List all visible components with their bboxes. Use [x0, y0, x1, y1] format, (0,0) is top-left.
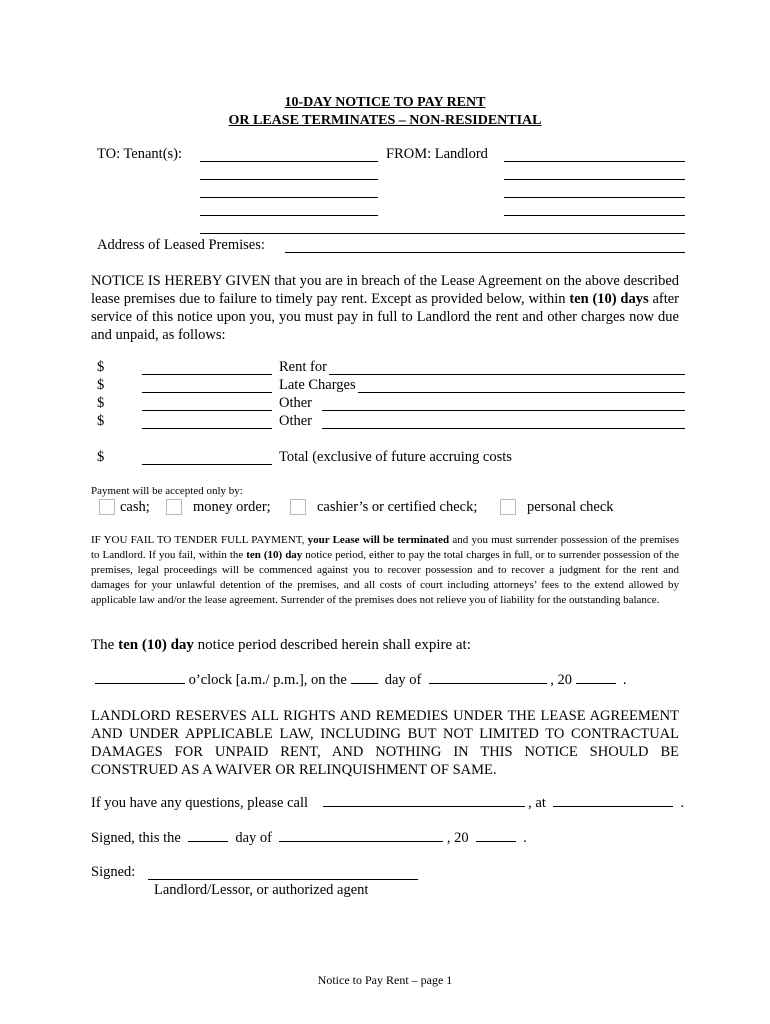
other1-field[interactable] [322, 410, 685, 411]
dollar-sign: $ [97, 413, 105, 429]
signature-field[interactable] [148, 879, 418, 880]
total-amount-field[interactable] [142, 464, 272, 465]
landlord-field-1[interactable] [504, 161, 685, 162]
tenant-field-2[interactable] [200, 179, 378, 180]
month-field[interactable] [429, 671, 547, 684]
landlord-field-2[interactable] [504, 179, 685, 180]
tenant-field-4[interactable] [200, 215, 378, 216]
rent-for-label: Rent for [279, 359, 327, 375]
questions-line: If you have any questions, please call , at . [91, 795, 684, 811]
cash-label: cash; [120, 499, 150, 515]
signed-day-field[interactable] [188, 829, 228, 842]
personal-check-checkbox[interactable] [500, 499, 516, 515]
other2-label: Other [279, 413, 313, 429]
total-label: Total (exclusive of future accruing costs [279, 449, 512, 465]
dollar-sign: $ [97, 377, 105, 393]
contact-phone-field[interactable] [553, 794, 673, 807]
tenant-field-3[interactable] [200, 197, 378, 198]
dollar-sign: $ [97, 359, 105, 375]
late-charges-label: Late Charges [279, 377, 356, 393]
contact-name-field[interactable] [323, 794, 525, 807]
signer-caption: Landlord/Lessor, or authorized agent [154, 882, 369, 898]
signed-date-line: Signed, this the day of , 20 . [91, 830, 527, 846]
reserves-paragraph: LANDLORD RESERVES ALL RIGHTS AND REMEDIES UNDER THE LEASE AGREEMENT AND UNDER APPLICABLE LAW, INCLUDING BUT NOT LIMITED TO CONTRACTUAL DAMAGES FOR UNPAID RENT, AND NOTHING IN THIS NOTICE SHOULD BE CONSTRUED AS A WAIVER OR RELINQUISHMENT OF SAME. [91, 708, 679, 778]
signed-label: Signed: [91, 864, 136, 880]
address-field[interactable] [285, 252, 685, 253]
money-order-checkbox[interactable] [166, 499, 182, 515]
from-landlord-label: FROM: Landlord [386, 146, 488, 162]
rent-for-field[interactable] [329, 374, 685, 375]
late-charges-field[interactable] [358, 392, 685, 393]
other2-field[interactable] [322, 428, 685, 429]
dollar-sign: $ [97, 395, 105, 411]
page-footer: Notice to Pay Rent – page 1 [317, 973, 453, 987]
late-charges-amount-field[interactable] [142, 392, 272, 393]
cash-checkbox[interactable] [99, 499, 115, 515]
landlord-field-4[interactable] [504, 215, 685, 216]
cashiers-check-label: cashier’s or certified check; [317, 499, 478, 515]
failure-paragraph: IF YOU FAIL TO TENDER FULL PAYMENT, your Lease will be terminated and you must surrender possession of the premises to Landlord. If you fail, within the ten (10) day notice period, either to pay the total charges in full, or to surrender possession of the premises, legal proceedings will be commenced against you to recover possession and to recover a judgment for the rent and damages for your unlawful detention of the premises, and all costs of court including attorneys’ fees to the extend allowed by applicable law and/or the lease agreement. Surrender of the premises does not relieve you of liability for the outstanding balance. [91, 534, 680, 606]
notice-paragraph: NOTICE IS HEREBY GIVEN that you are in breach of the Lease Agreement on the above described lease premises due to failure to timely pay rent. Except as provided below, within ten (10) days after service of this notice upon you, you must pay in full to Landlord the rent and other charges now due and unpaid, as follows: [91, 273, 680, 343]
payment-intro: Payment will be accepted only by: [91, 485, 243, 497]
address-label: Address of Leased Premises: [97, 237, 265, 253]
year-field[interactable] [576, 671, 616, 684]
title-line-2: OR LEASE TERMINATES – NON-RESIDENTIAL [228, 113, 542, 128]
signed-year-field[interactable] [476, 829, 516, 842]
tenant-field-1[interactable] [200, 161, 378, 162]
expire-line: o’clock [a.m./ p.m.], on the day of , 20 . [95, 671, 627, 689]
money-order-label: money order; [193, 499, 271, 515]
tenant-landlord-field-5[interactable] [200, 233, 685, 234]
signed-month-field[interactable] [279, 829, 443, 842]
dollar-sign: $ [97, 449, 105, 465]
hour-field[interactable] [95, 671, 185, 684]
cashiers-check-checkbox[interactable] [290, 499, 306, 515]
expire-sentence: The ten (10) day notice period described herein shall expire at: [91, 637, 471, 653]
other2-amount-field[interactable] [142, 428, 272, 429]
rent-amount-field[interactable] [142, 374, 272, 375]
landlord-field-3[interactable] [504, 197, 685, 198]
day-field[interactable] [351, 671, 378, 684]
personal-check-label: personal check [527, 499, 614, 515]
to-tenant-label: TO: Tenant(s): [97, 146, 183, 162]
other1-amount-field[interactable] [142, 410, 272, 411]
other1-label: Other [279, 395, 313, 411]
title-line-1: 10-DAY NOTICE TO PAY RENT [284, 95, 486, 110]
